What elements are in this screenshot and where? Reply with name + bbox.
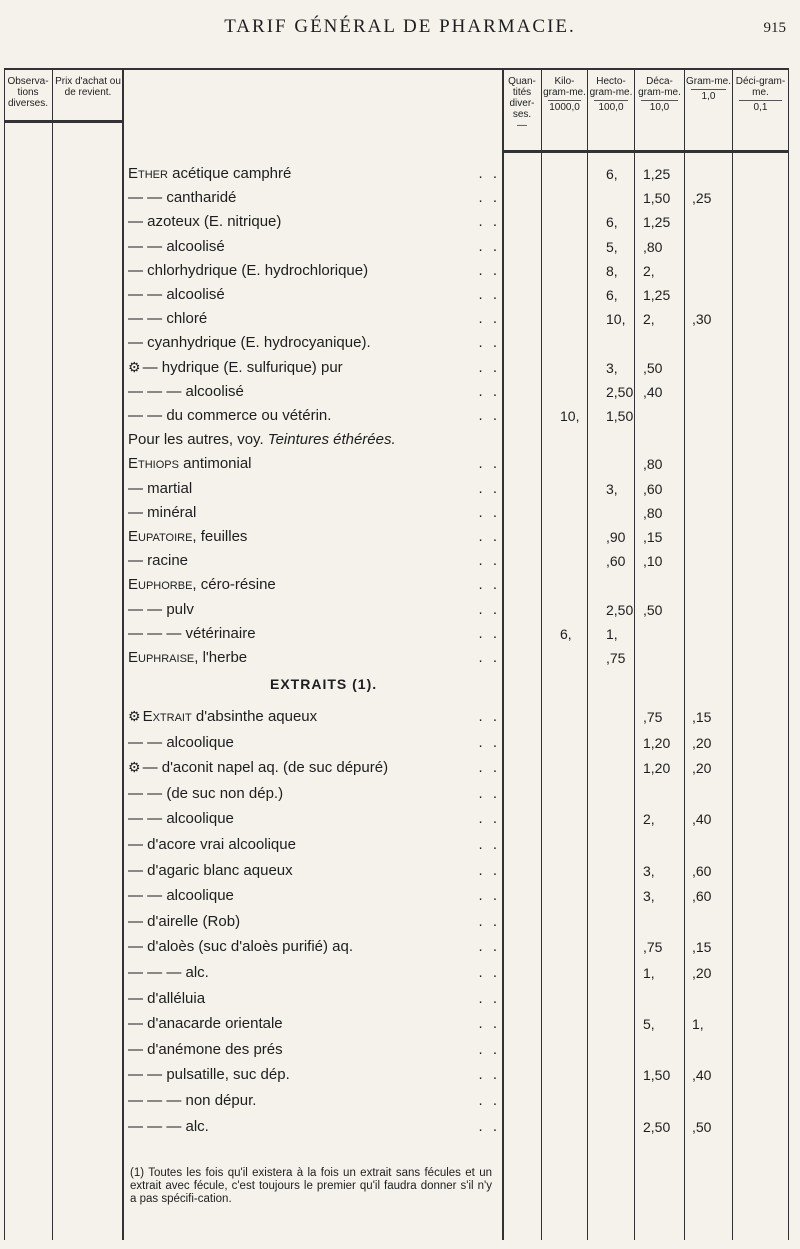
- dot-leader: . .: [478, 836, 500, 853]
- price-gramme: ,15: [692, 709, 712, 725]
- price-deca: ,80: [643, 456, 663, 473]
- price-kilo: 10,: [560, 408, 580, 424]
- column-rule: [52, 68, 53, 1240]
- column-rule: [684, 68, 685, 1240]
- entry-label: — — du commerce ou vétérin.: [128, 407, 332, 424]
- price-hecto: ,90: [606, 529, 626, 545]
- price-kilo: 6,: [560, 625, 572, 642]
- section-title: EXTRAITS (1).: [270, 676, 378, 692]
- footnote: (1) Toutes les fois qu'il existera à la fois un extrait sans fécules et un extrait avec fécule, c'est toujours le premier qu'il faudra donner s'il n'y a pas spécifi-cation.: [130, 1167, 492, 1205]
- entry-label: — — pulsatille, suc dép.: [128, 1066, 290, 1084]
- column-unit-deca: 10,0: [641, 100, 678, 113]
- table-row: [128, 601, 194, 618]
- price-deca: 1,25: [643, 214, 671, 231]
- price-hecto: 2,50: [606, 383, 634, 400]
- entry-label: — hydrique (E. sulfurique) pur: [142, 358, 343, 376]
- dot-leader: . .: [478, 708, 500, 725]
- price-gramme: 1,: [692, 1016, 704, 1033]
- column-rule: [122, 68, 124, 1240]
- dot-leader: . .: [478, 189, 500, 207]
- column-rule: [4, 68, 5, 1240]
- dot-leader: . .: [478, 887, 500, 905]
- price-gramme: ,30: [692, 311, 712, 328]
- table-row: [128, 286, 225, 303]
- table-row: [128, 913, 240, 930]
- price-hecto: ,60: [606, 553, 626, 570]
- table-row: [128, 359, 343, 376]
- dot-leader: . .: [478, 455, 500, 473]
- entry-label: — — pulv: [128, 600, 194, 618]
- entry-label: — — alcoolisé: [128, 237, 225, 255]
- table-row: [128, 165, 291, 182]
- price-hecto: 1,50: [606, 408, 634, 424]
- dot-leader: . .: [478, 1015, 500, 1033]
- entry-label: d'absinthe aqueux: [191, 708, 318, 725]
- dot-leader: . .: [478, 1040, 500, 1058]
- price-hecto: 6,: [606, 166, 618, 182]
- entry-label: — — alcoolique: [128, 733, 234, 751]
- price-deca: 1,20: [643, 760, 671, 777]
- entry-label: — d'agaric blanc aqueux: [128, 861, 293, 879]
- asterisk-icon: ⚙: [128, 358, 141, 375]
- column-header-observations: Observa-tions diverses.: [7, 76, 49, 109]
- table-row: [128, 1066, 290, 1083]
- entry-heading: Euphraise: [128, 649, 195, 666]
- column-rule: [732, 68, 733, 1240]
- entry-label: — d'aconit napel aq. (de suc dépuré): [142, 759, 389, 777]
- price-hecto: 5,: [606, 238, 618, 255]
- table-row: [128, 407, 331, 424]
- price-hecto: 6,: [606, 287, 618, 303]
- price-hecto: 1,: [606, 625, 618, 642]
- price-deca: ,60: [643, 480, 663, 497]
- dot-leader: . .: [478, 213, 500, 231]
- price-deca: 1,20: [643, 734, 671, 751]
- column-rule: [502, 68, 504, 1240]
- header-rule: [4, 120, 122, 123]
- price-deca: ,50: [643, 359, 663, 376]
- dot-leader: . .: [478, 407, 500, 424]
- dot-leader: . .: [478, 261, 500, 279]
- price-deca: 2,: [643, 311, 655, 328]
- entry-label: — — — vétérinaire: [128, 624, 256, 642]
- entry-heading: Ethiops: [128, 455, 179, 473]
- price-deca: 2,: [643, 262, 655, 279]
- entry-heading: Euphorbe: [128, 576, 193, 594]
- price-gramme: ,50: [692, 1118, 712, 1135]
- dot-leader: . .: [478, 286, 500, 303]
- table-row: [128, 1041, 283, 1058]
- entry-label: — minéral: [128, 503, 197, 521]
- entry-label: — d'alléluia: [128, 989, 206, 1007]
- dot-leader: . .: [478, 1117, 500, 1135]
- price-deca: 3,: [643, 862, 655, 879]
- price-hecto: 2,50: [606, 601, 634, 618]
- entry-label: — — cantharidé: [128, 189, 237, 207]
- table-row: [128, 887, 234, 904]
- price-deca: 1,50: [643, 1067, 671, 1084]
- header-rule: [502, 150, 789, 153]
- entry-reference: Teintures éthérées.: [267, 431, 396, 449]
- table-row: [128, 334, 371, 351]
- dot-leader: . .: [478, 733, 500, 751]
- entry-label: — — (de suc non dép.): [128, 784, 284, 802]
- dot-leader: . .: [478, 938, 500, 956]
- entry-label: , l'herbe: [194, 649, 248, 666]
- price-hecto: 3,: [606, 359, 618, 376]
- dot-leader: . .: [478, 810, 500, 828]
- table-row: [128, 528, 247, 545]
- dot-leader: . .: [478, 912, 500, 930]
- price-deca: 2,: [643, 811, 655, 828]
- price-deca: 3,: [643, 888, 655, 905]
- table-row: [128, 1118, 209, 1135]
- table-row: [128, 810, 234, 827]
- price-hecto: 6,: [606, 214, 618, 231]
- table-row: [128, 938, 353, 955]
- price-hecto: 8,: [606, 262, 618, 279]
- header-rule: [4, 68, 789, 70]
- table-row: [128, 504, 196, 521]
- entry-label: — d'anacarde orientale: [128, 1015, 283, 1033]
- dot-leader: . .: [478, 624, 500, 642]
- price-hecto: 10,: [606, 311, 626, 328]
- column-unit-gramme: 1,0: [691, 89, 726, 102]
- price-deca: ,75: [643, 939, 663, 956]
- price-deca: ,75: [643, 709, 663, 725]
- table-row: [128, 213, 281, 230]
- column-rule: [634, 68, 635, 1240]
- dot-leader: . .: [478, 165, 500, 182]
- table-row: [128, 480, 192, 497]
- entry-label: — racine: [128, 552, 189, 570]
- table-row: [128, 455, 252, 472]
- entry-label: — — chloré: [128, 310, 208, 328]
- entry-label: — martial: [128, 479, 193, 497]
- price-gramme: ,25: [692, 190, 712, 207]
- dot-leader: . .: [478, 600, 500, 618]
- price-gramme: ,20: [692, 760, 712, 777]
- column-unit-kilo: 1000,0: [549, 102, 580, 113]
- price-gramme: ,15: [692, 939, 712, 956]
- table-row: [128, 625, 256, 642]
- entry-label: — d'aloès (suc d'aloès purifié) aq.: [128, 938, 354, 956]
- price-hecto: ,75: [606, 650, 626, 666]
- entry-label: , céro-résine: [192, 576, 276, 594]
- dot-leader: . .: [478, 964, 500, 981]
- dot-leader: . .: [478, 358, 500, 376]
- entry-label: — azoteux (E. nitrique): [128, 213, 282, 231]
- price-deca: ,40: [643, 383, 663, 400]
- table-row: [128, 1092, 256, 1109]
- dot-leader: . .: [478, 552, 500, 570]
- table-row: [128, 964, 209, 981]
- entry-heading: Extrait: [142, 708, 192, 725]
- price-deca: 5,: [643, 1016, 655, 1033]
- dot-leader: . .: [478, 503, 500, 521]
- column-header-deci: Déci-gram-me. 0,1: [735, 76, 786, 113]
- dot-leader: . .: [478, 649, 500, 666]
- price-gramme: ,40: [692, 811, 712, 828]
- dot-leader: . .: [478, 861, 500, 879]
- table-row: [128, 431, 396, 448]
- entry-label: — — — alc.: [128, 964, 209, 981]
- price-deca: 1,50: [643, 190, 671, 207]
- entry-label: — — alcoolique: [128, 810, 234, 828]
- entry-heading: Eupatoire: [128, 528, 193, 545]
- dot-leader: . .: [478, 989, 500, 1007]
- price-deca: ,80: [643, 504, 663, 521]
- table-row: [128, 189, 236, 206]
- entry-label: , feuilles: [192, 528, 248, 545]
- table-row: [128, 552, 188, 569]
- dot-leader: . .: [478, 382, 500, 400]
- page-number: 915: [763, 20, 786, 36]
- dot-leader: . .: [478, 1092, 500, 1109]
- table-row: [128, 708, 317, 725]
- table-row: [128, 785, 283, 802]
- dot-leader: . .: [478, 576, 500, 594]
- column-header-prix: Prix d'achat ou de revient.: [55, 76, 121, 98]
- price-gramme: ,20: [692, 734, 712, 751]
- entry-label: acétique camphré: [167, 165, 292, 182]
- entry-label: — — alcoolique: [128, 887, 234, 905]
- price-gramme: ,40: [692, 1067, 712, 1084]
- table-row: [128, 990, 205, 1007]
- entry-label: — chlorhydrique (E. hydrochlorique): [128, 261, 369, 279]
- price-deca: 1,: [643, 965, 655, 981]
- price-deca: 2,50: [643, 1118, 671, 1135]
- table-row: [128, 734, 234, 751]
- column-rule: [541, 68, 542, 1240]
- dot-leader: . .: [478, 528, 500, 545]
- price-deca: ,15: [643, 529, 663, 545]
- column-header-gramme: Gram-me. 1,0: [686, 76, 731, 102]
- price-gramme: ,60: [692, 888, 712, 905]
- price-gramme: ,20: [692, 965, 712, 981]
- price-deca: ,10: [643, 553, 663, 570]
- price-gramme: ,60: [692, 862, 712, 879]
- entry-label: Pour les autres, voy.: [128, 431, 268, 449]
- column-header-kilo: Kilo-gram-me. 1000,0: [543, 76, 586, 113]
- table-row: [128, 1015, 283, 1032]
- entry-label: — — — alcoolisé: [128, 382, 244, 400]
- dot-leader: . .: [478, 479, 500, 497]
- entry-label: — d'anémone des prés: [128, 1040, 283, 1058]
- asterisk-icon: ⚙: [128, 759, 141, 776]
- table-row: [128, 649, 247, 666]
- column-unit-deci: 0,1: [739, 100, 782, 113]
- table-row: [128, 759, 388, 776]
- asterisk-icon: ⚙: [128, 708, 141, 724]
- entry-heading: Ether: [128, 165, 168, 182]
- entry-label: — d'acore vrai alcoolique: [128, 836, 296, 853]
- price-deca: 1,25: [643, 166, 671, 182]
- entry-label: — d'airelle (Rob): [128, 912, 241, 930]
- price-deca: ,50: [643, 601, 663, 618]
- entry-label: — — — alc.: [128, 1117, 209, 1135]
- column-header-quantites: Quan-tités diver-ses. —: [508, 76, 536, 131]
- price-deca: ,80: [643, 238, 663, 255]
- dot-leader: . .: [478, 784, 500, 802]
- dot-leader: . .: [478, 237, 500, 255]
- page-title: TARIF GÉNÉRAL DE PHARMACIE.: [224, 16, 576, 37]
- entry-label: — cyanhydrique (E. hydrocyanique).: [128, 334, 371, 352]
- dot-leader: . .: [478, 1066, 500, 1084]
- table-row: [128, 310, 207, 327]
- dot-leader: . .: [478, 334, 500, 352]
- dot-leader: . .: [478, 310, 500, 328]
- column-header-deca: Déca-gram-me. 10,0: [638, 76, 681, 113]
- entry-label: — — alcoolisé: [128, 286, 225, 303]
- dot-leader: . .: [478, 759, 500, 777]
- entry-label: antimonial: [178, 455, 252, 473]
- table-row: [128, 862, 293, 879]
- column-header-hecto: Hecto-gram-me. 100,0: [589, 76, 633, 113]
- column-unit-hecto: 100,0: [594, 100, 628, 113]
- table-row: [128, 238, 225, 255]
- price-deca: 1,25: [643, 287, 671, 303]
- table-row: [128, 383, 244, 400]
- price-hecto: 3,: [606, 480, 618, 497]
- table-row: [128, 262, 368, 279]
- entry-label: — — — non dépur.: [128, 1092, 257, 1109]
- column-rule: [587, 68, 588, 1240]
- column-rule: [788, 68, 789, 1240]
- table-row: [128, 836, 296, 853]
- table-row: [128, 576, 276, 593]
